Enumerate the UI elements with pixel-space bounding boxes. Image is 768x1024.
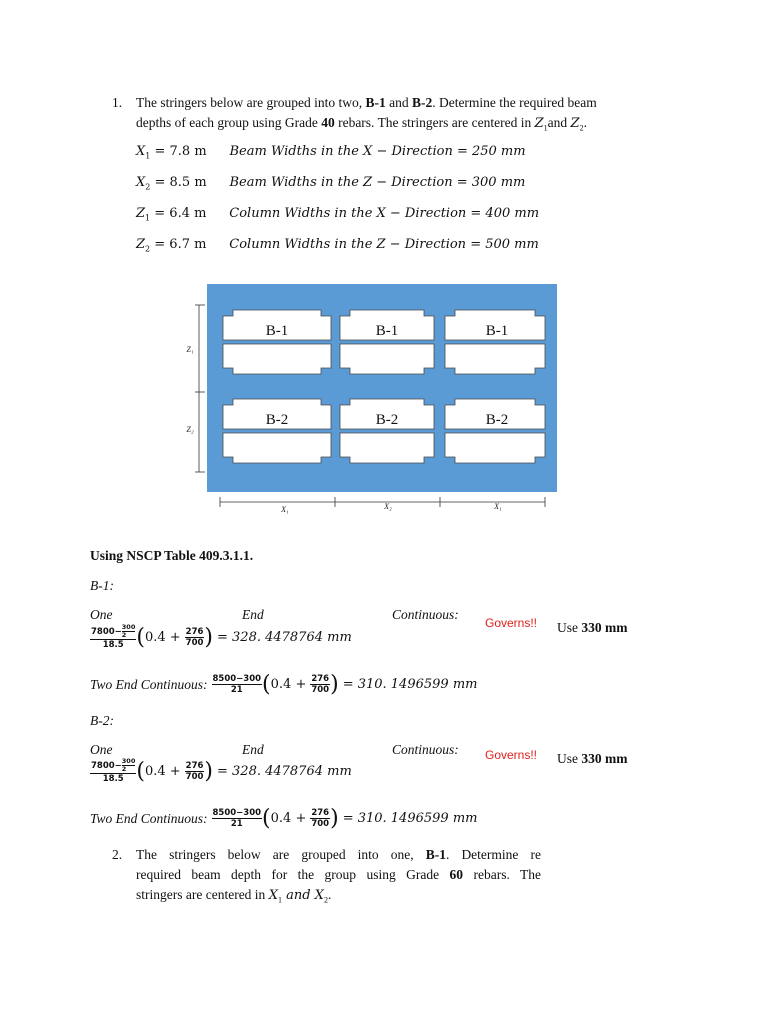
bold-b1: B-1 [365,95,386,110]
fraction: 7800− $\frac{300}{2}$ 18.5 [91,623,136,650]
problem-1-line-2: depths of each group using Grade 40 rebars. The stringers are centered in $Z_1and$ $Z_2$. [136,115,587,133]
text: depths of each group using Grade [136,115,322,130]
dim-x1: X₁ [281,505,289,514]
label-b2: B-2 [375,412,399,428]
b2-use: Use 330 mm [557,751,628,766]
b2-end: End [242,742,264,757]
problem-1-line-1 [136,93,678,113]
label-b2: B-2 [485,412,509,428]
label-b2: B-2 [265,412,289,428]
b1-eq-two-end: Two End Continuous: $\frac{8500-300}{21}$ ( 0.4 + $\frac{276}{700}$ ) = 310. 1496599 mm [90,672,478,697]
given-row: $Z_1 = 6.4$ m Column Widths in the X − Direction = 400 mm [136,206,540,223]
label-b1: B-1 [265,323,289,339]
var-z: Z [570,116,580,131]
panel-bottom-lower-1 [223,433,331,463]
section-heading: Using NSCP Table 409.3.1.1. [90,548,254,563]
var-z: Z [534,116,544,131]
fraction: 7800− $\frac{300}{2}$ 18.5 [91,757,136,784]
b2-eq-one-end: 7800− $\frac{300}{2}$ 18.5 ( 0.4 + $\frac{276}{700}$ ) = 328. 4478764 mm [91,757,352,784]
b2-result-1: = 328. 4478764 mm [217,763,352,779]
panel-bottom-lower-2 [340,433,434,463]
dim-x1: X₁ [494,502,502,511]
given-row: $Z_2 = 6.7$ m Column Widths in the Z − Direction = 500 mm [136,237,539,254]
floor-plan-figure [180,280,570,520]
problem-2-text: The stringers below are grouped into one, B-1. Determine re required beam depth for the group using Grade 60 rebars. The stringers are centered in $X_1$ and $X_2$. [136,847,541,905]
dim-z1: Z₁ [186,345,194,354]
given-row: $X_2 = 8.5$ m Beam Widths in the Z − Direction = 300 mm [136,175,526,192]
b2-governs: Governs!! [485,748,538,762]
b1-use: Use 330 mm [557,620,628,635]
given-row: $X_1 = 7.8$ m Beam Widths in the X − Direction = 250 mm [136,144,526,161]
panel-top-lower-1 [223,344,331,374]
text: . [583,115,587,130]
grade-40: 40 [321,115,335,130]
text: . Determine the required beam [432,95,597,110]
label-b1: B-1 [375,323,399,339]
label-b1: B-1 [485,323,509,339]
b2-result-2: = 310. 1496599 mm [342,811,478,826]
b1-end: End [242,607,264,622]
givens-block [136,139,539,263]
text: and [547,115,568,130]
b2-one: One [90,742,113,757]
b1-eq-one-end: 7800− $\frac{300}{2}$ 18.5 ( 0.4 + $\frac{276}{700}$ ) = 328. 4478764 mm [91,623,352,650]
b1-result-2: = 310. 1496599 mm [342,677,478,692]
b1-label: B-1: [90,578,114,593]
dim-z2: Z₂ [186,425,194,434]
b2-eq-two-end: Two End Continuous: $\frac{8500-300}{21}$ ( 0.4 + $\frac{276}{700}$ ) = 310. 1496599 mm [90,806,478,831]
b1-continuous: Continuous: [392,607,459,622]
dim-x2: X₂ [384,502,392,511]
b2-label: B-2: [90,713,114,728]
panel-top-lower-2 [340,344,434,374]
text: and [385,95,412,110]
problem-2-number: 2. [112,847,123,862]
b1-one: One [90,607,113,622]
problem-1-number: 1. [112,95,123,110]
b1-result-1: = 328. 4478764 mm [217,629,352,645]
b1-governs: Governs!! [485,616,538,630]
text: The stringers below are grouped into two, [136,95,366,110]
panel-top-lower-3 [445,344,545,374]
text: rebars. The stringers are centered in [334,115,535,130]
bold-b2: B-2 [411,95,433,110]
panel-bottom-lower-3 [445,433,545,463]
b2-continuous: Continuous: [392,742,459,757]
